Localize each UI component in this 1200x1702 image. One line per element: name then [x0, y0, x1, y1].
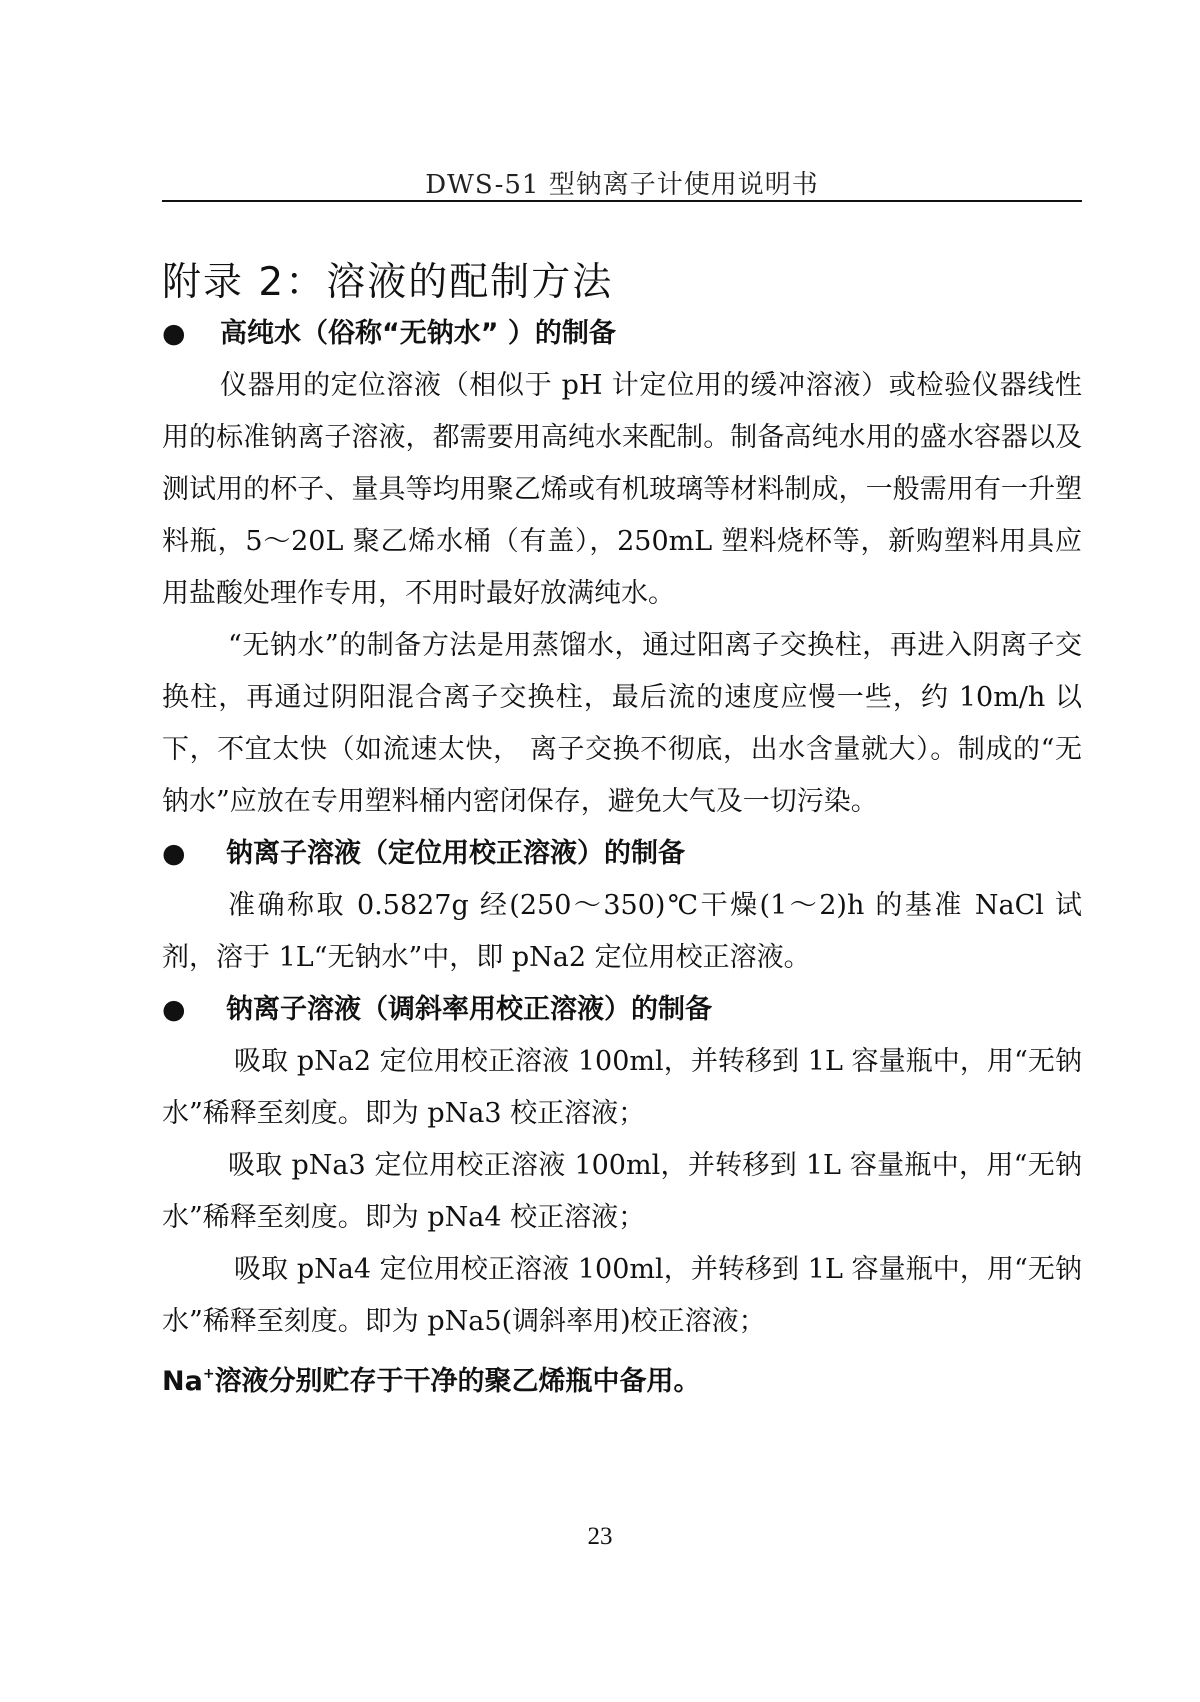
header-rule	[162, 200, 1082, 202]
section-heading-text: 钠离子溶液（调斜率用校正溶液）的制备	[226, 994, 712, 1025]
section-heading-pure-water	[162, 308, 1082, 360]
paragraph: 仪器用的定位溶液（相似于 pH 计定位用的缓冲溶液）或检验仪器线性用的标准钠离子溶液，都需要用高纯水来配制。制备高纯水用的盛水容器以及测试用的杯子、量具等均用聚乙烯或有机玻璃等材料制成，一般需用有一升塑料瓶，5～20L 聚乙烯水桶（有盖），250mL 塑料烧杯等，新购塑料用具应用盐酸处理作专用，不用时最好放满纯水。	[162, 370, 1082, 609]
bullet-icon: ●	[162, 318, 186, 349]
page-title: 附录 2：溶液的配制方法	[162, 260, 614, 305]
closing-text: 溶液分别贮存于干净的聚乙烯瓶中备用。	[214, 1366, 701, 1397]
paragraph: 吸取 pNa4 定位用校正溶液 100ml，并转移到 1L 容量瓶中，用“无钠水”稀释至刻度。即为 pNa5(调斜率用)校正溶液；	[162, 1254, 1082, 1337]
section-heading-slope-solution	[162, 984, 1082, 1036]
paragraph: 吸取 pNa3 定位用校正溶液 100ml，并转移到 1L 容量瓶中，用“无钠水”稀释至刻度。即为 pNa4 校正溶液；	[162, 1150, 1082, 1233]
bullet-icon: ●	[162, 838, 186, 869]
bullet-icon: ●	[162, 994, 186, 1025]
closing-note	[162, 1348, 1082, 1400]
running-header: DWS-51 型钠离子计使用说明书	[425, 170, 819, 200]
page-content	[162, 258, 1082, 1400]
paragraph: “无钠水”的制备方法是用蒸馏水，通过阳离子交换柱，再进入阴离子交换柱，再通过阴阳混合离子交换柱，最后流的速度应慢一些，约 10m/h 以下，不宜太快（如流速太快， 离子交换不彻底，出水含量就大）。制成的“无钠水”应放在专用塑料桶内密闭保存，避免大气及一切污染。	[162, 630, 1082, 817]
paragraph: 吸取 pNa2 定位用校正溶液 100ml，并转移到 1L 容量瓶中，用“无钠水”稀释至刻度。即为 pNa3 校正溶液；	[162, 1046, 1082, 1129]
paragraph: 准确称取 0.5827g 经(250～350)℃干燥(1～2)h 的基准 NaCl 试剂，溶于 1L“无钠水”中，即 pNa2 定位用校正溶液。	[162, 890, 1082, 973]
page-number: 23	[587, 1523, 613, 1550]
closing-superscript: +	[202, 1366, 215, 1382]
section-heading-positioning-solution	[162, 828, 1082, 880]
section-heading-text: 钠离子溶液（定位用校正溶液）的制备	[226, 838, 685, 869]
section-heading-text: 高纯水（俗称“无钠水” ）的制备	[220, 318, 616, 349]
closing-prefix: Na	[162, 1366, 203, 1397]
